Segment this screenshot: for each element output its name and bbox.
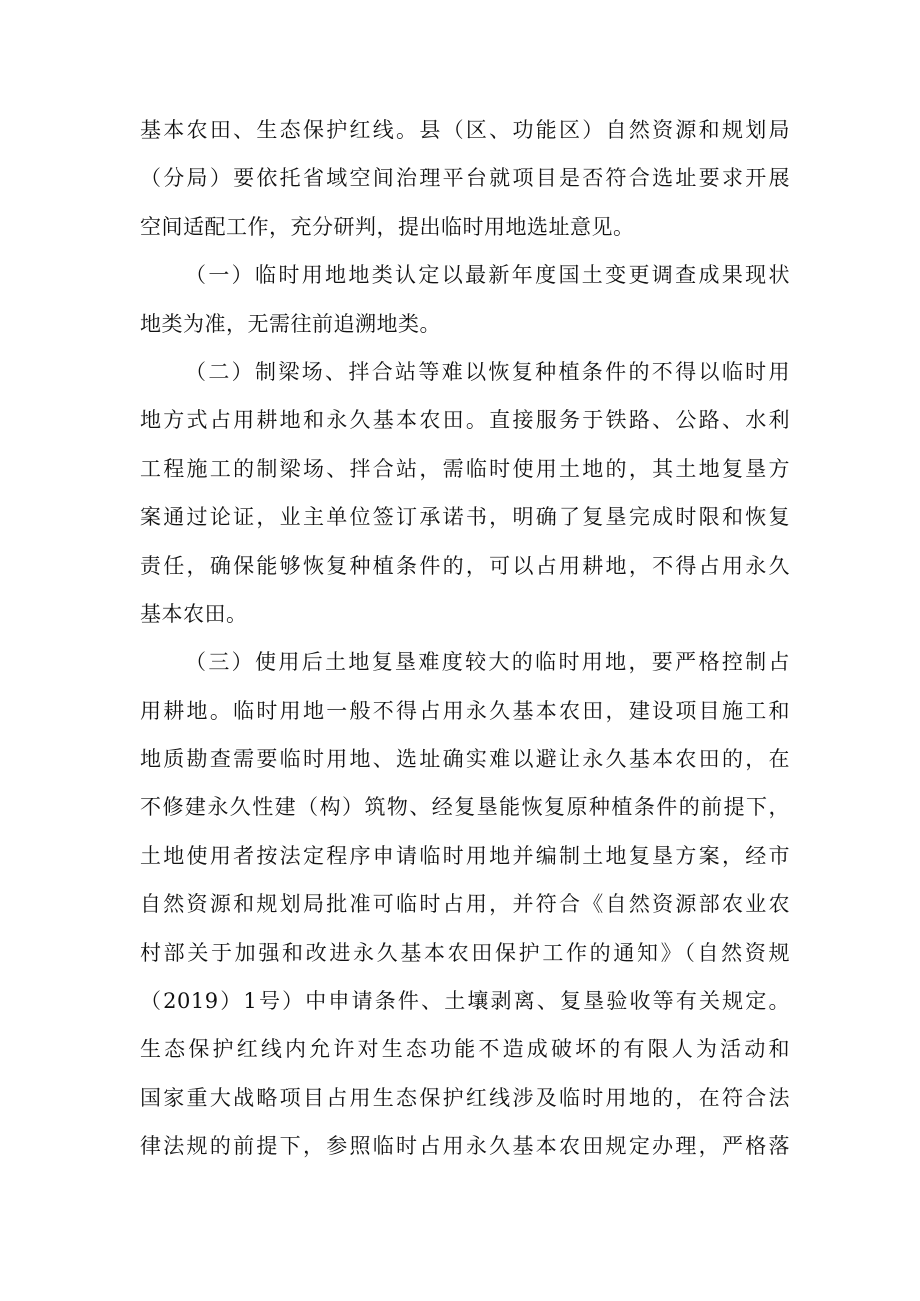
text-line: 自然资源和规划局批准可临时占用，并符合《自然资源部农业农 xyxy=(140,892,790,917)
text-line: 责任，确保能够恢复种植条件的，可以占用耕地，不得占用永久 xyxy=(140,553,790,578)
text-line: 生态保护红线内允许对生态功能不造成破坏的有限人为活动和 xyxy=(140,1037,790,1062)
text-line: 土地使用者按法定程序申请临时用地并编制土地复垦方案，经市 xyxy=(140,843,790,868)
text-line: 工程施工的制梁场、拌合站，需临时使用土地的，其土地复垦方 xyxy=(140,456,790,481)
text-line: 基本农田、生态保护红线。县（区、功能区）自然资源和规划局 xyxy=(140,118,790,142)
text-line: 地类为准，无需往前追溯地类。 xyxy=(140,311,441,336)
text-line: 案通过论证，业主单位签订承诺书，明确了复垦完成时限和恢复 xyxy=(140,505,790,530)
text-line: 律法规的前提下，参照临时占用永久基本农田规定办理，严格落 xyxy=(140,1134,790,1159)
text-line: 地质勘查需要临时用地、选址确实难以避让永久基本农田的，在 xyxy=(140,747,790,772)
text-line: （2019）1号）中申请条件、土壤剥离、复垦验收等有关规定。 xyxy=(140,989,790,1014)
paragraph-start-line: （二）制梁场、拌合站等难以恢复种植条件的不得以临时用 xyxy=(185,359,790,384)
text-line: 村部关于加强和改进永久基本农田保护工作的通知》（自然资规 xyxy=(140,940,790,965)
body-text xyxy=(140,106,790,1171)
text-line: 基本农田。 xyxy=(140,601,248,626)
text-line: 地方式占用耕地和永久基本农田。直接服务于铁路、公路、水利 xyxy=(140,408,790,433)
paragraph-start-line: （一）临时用地地类认定以最新年度国土变更调查成果现状 xyxy=(185,263,790,288)
text-line: 空间适配工作，充分研判，提出临时用地选址意见。 xyxy=(140,214,635,239)
text-line: 国家重大战略项目占用生态保护红线涉及临时用地的，在符合法 xyxy=(140,1085,790,1110)
text-line: （分局）要依托省域空间治理平台就项目是否符合选址要求开展 xyxy=(140,166,790,191)
paragraph-start-line: （三）使用后土地复垦难度较大的临时用地，要严格控制占 xyxy=(185,650,790,675)
text-line: 用耕地。临时用地一般不得占用永久基本农田，建设项目施工和 xyxy=(140,698,790,723)
text-line: 不修建永久性建（构）筑物、经复垦能恢复原种植条件的前提下， xyxy=(140,795,790,820)
